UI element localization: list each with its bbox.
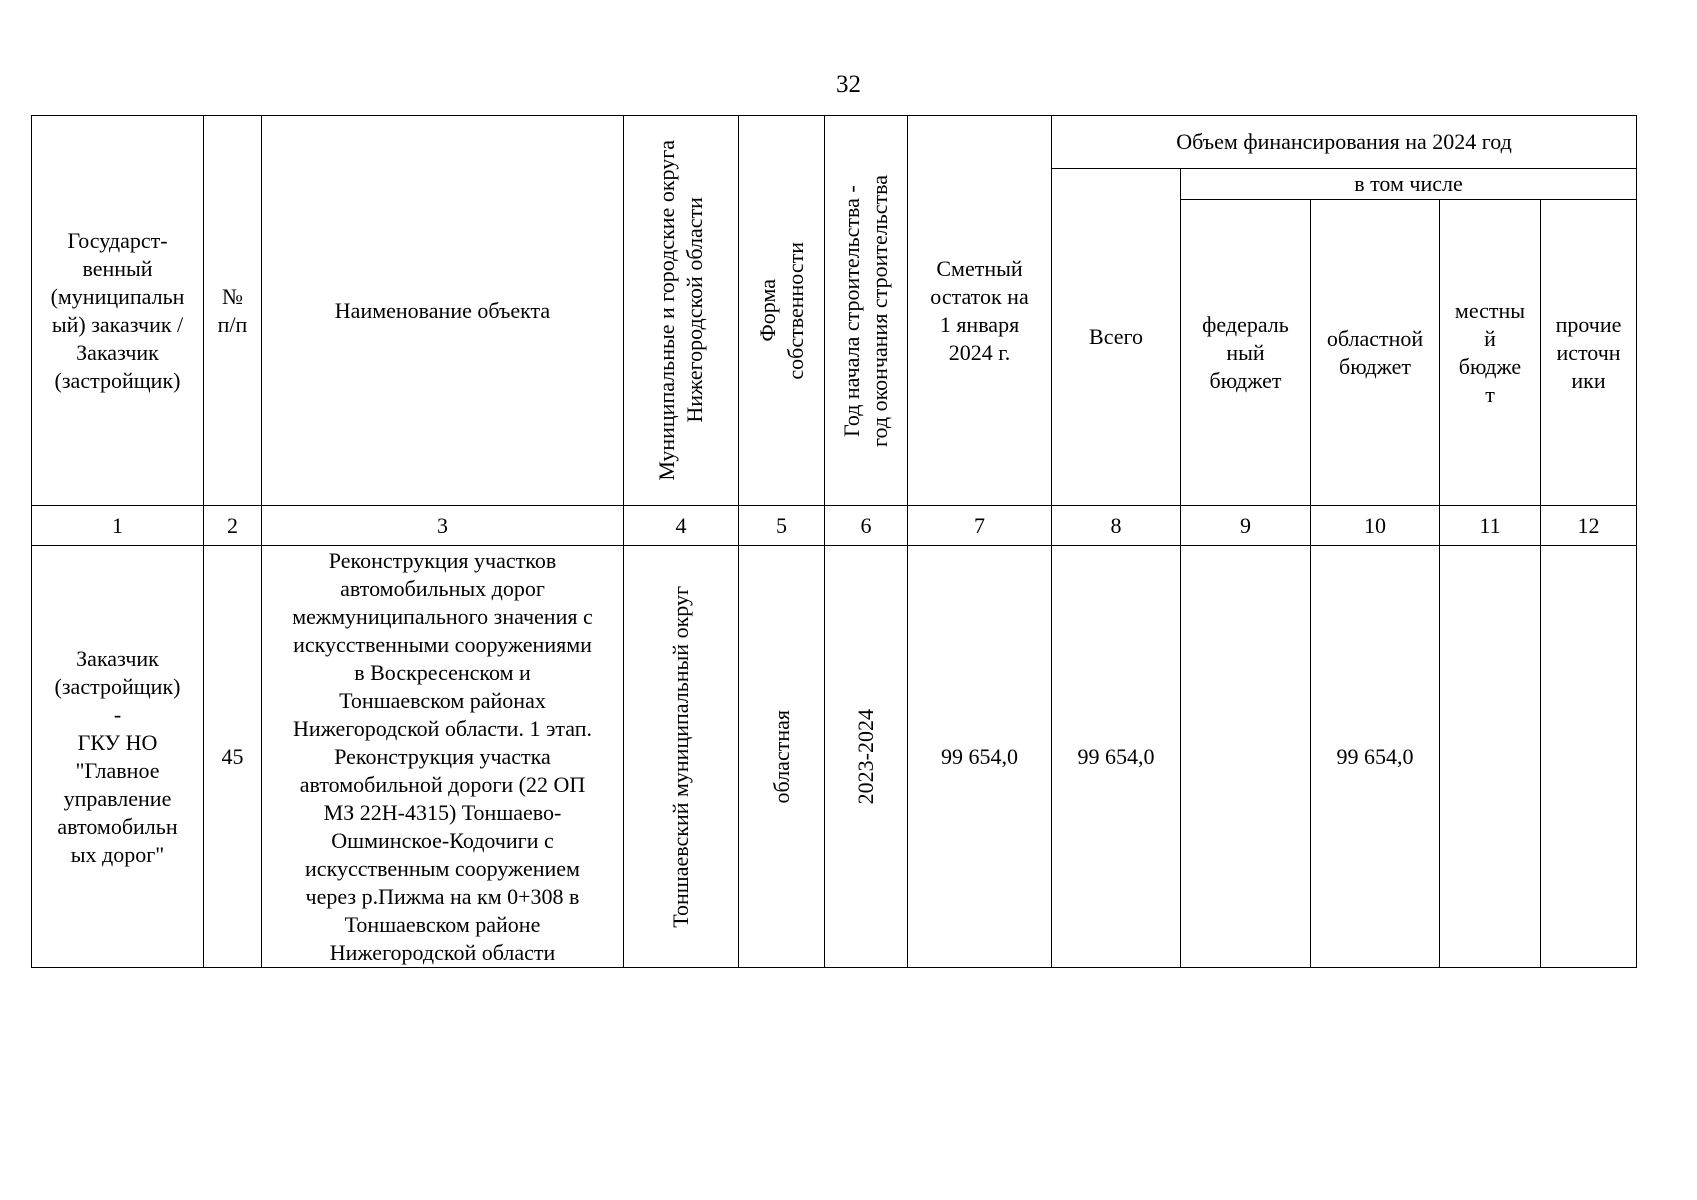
row-district: Тоншаевский муниципальный округ: [624, 546, 739, 968]
row-num: 45: [204, 546, 262, 968]
column-number: 3: [262, 506, 624, 546]
header-local: местны й бюдже т: [1440, 200, 1541, 506]
column-number: 2: [204, 506, 262, 546]
column-number: 11: [1440, 506, 1541, 546]
column-number: 10: [1311, 506, 1440, 546]
header-total: Всего: [1052, 169, 1181, 506]
row-balance: 99 654,0: [908, 546, 1052, 968]
header-other: прочие источн ики: [1541, 200, 1637, 506]
header-num: № п/п: [204, 116, 262, 506]
row-local: [1440, 546, 1541, 968]
column-number: 9: [1181, 506, 1311, 546]
row-customer: Заказчик (застройщик) - ГКУ НО "Главное управление автомобильн ых дорог": [32, 546, 204, 968]
table-row: [32, 546, 1637, 968]
row-total: 99 654,0: [1052, 546, 1181, 968]
page-number: 32: [836, 71, 861, 98]
header-funding-group: Объем финансирования на 2024 год: [1052, 116, 1637, 169]
financing-table: [31, 115, 1637, 968]
header-object-name: Наименование объекта: [262, 116, 624, 506]
column-number: 12: [1541, 506, 1637, 546]
header-years: Год начала строительства - год окончания строительства: [825, 116, 908, 506]
header-balance: Сметный остаток на 1 января 2024 г.: [908, 116, 1052, 506]
column-number: 5: [739, 506, 825, 546]
row-federal: [1181, 546, 1311, 968]
column-number: 1: [32, 506, 204, 546]
column-number: 7: [908, 506, 1052, 546]
row-years: 2023-2024: [825, 546, 908, 968]
header-regional: областной бюджет: [1311, 200, 1440, 506]
header-ownership: Форма собственности: [739, 116, 825, 506]
header-federal: федераль ный бюджет: [1181, 200, 1311, 506]
column-number-row: [32, 506, 1637, 546]
row-ownership: областная: [739, 546, 825, 968]
column-number: 4: [624, 506, 739, 546]
column-number: 8: [1052, 506, 1181, 546]
header-customer: Государст- венный (муниципальн ый) заказчик / Заказчик (застройщик): [32, 116, 204, 506]
row-other: [1541, 546, 1637, 968]
row-object-name: Реконструкция участков автомобильных дорог межмуниципального значения с искусственными сооружениями в Воскресенском и Тоншаевском районах Нижегородской области. 1 этап. Реконструкция участка автомобильной дороги (22 ОП МЗ 22Н-4315) Тоншаево- Ошминское-Кодочиги с искусственным сооружением через р.Пижма на км 0+308 в Тоншаевском районе Нижегородской области: [262, 546, 624, 968]
header-districts: Муниципальные и городские округа Нижегородской области: [624, 116, 739, 506]
header-including: в том числе: [1181, 169, 1637, 200]
column-number: 6: [825, 506, 908, 546]
row-regional: 99 654,0: [1311, 546, 1440, 968]
